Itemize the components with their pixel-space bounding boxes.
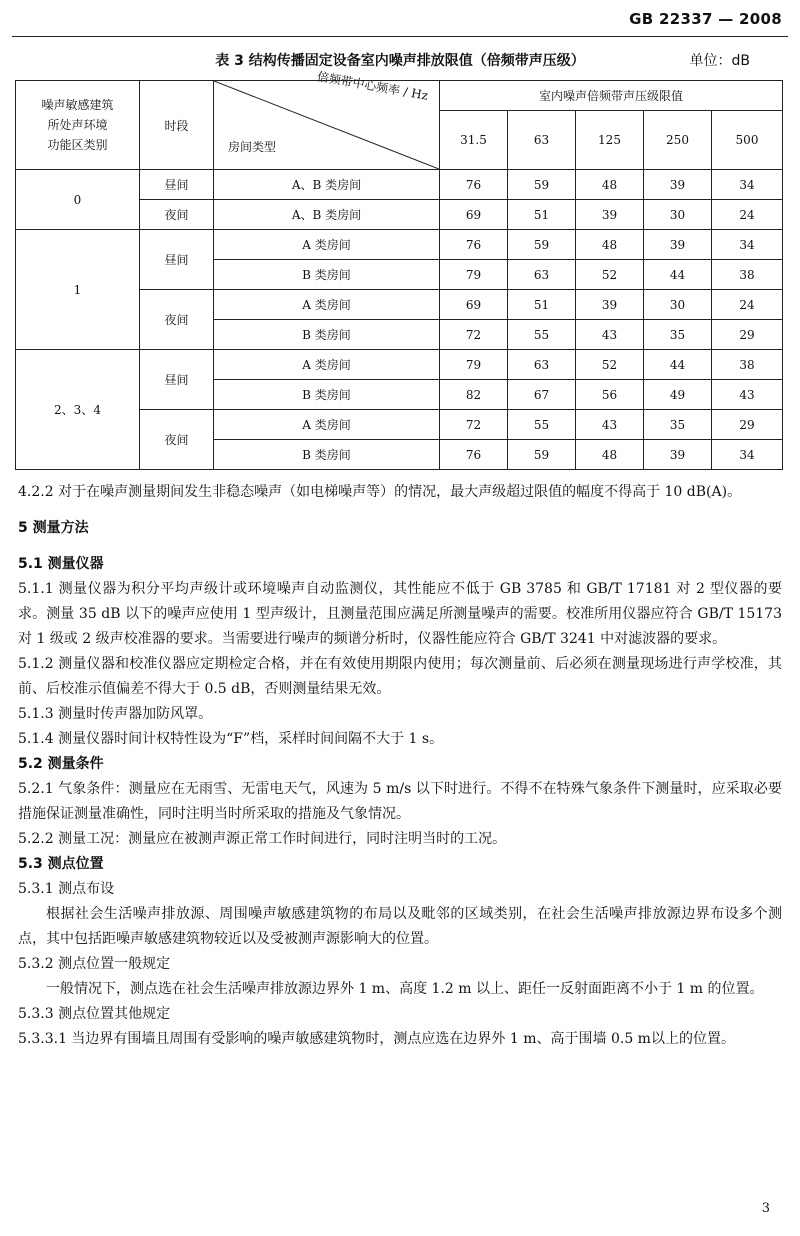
limit-value-cell: 48	[576, 440, 644, 470]
limit-value-cell: 30	[644, 200, 712, 230]
clause-paragraph: 5.3.3 测点位置其他规定	[18, 1006, 171, 1022]
limit-value-cell: 67	[508, 380, 576, 410]
limit-value-cell: 29	[712, 410, 783, 440]
limit-value-cell: 48	[576, 230, 644, 260]
period-cell: 夜间	[140, 410, 214, 470]
section-heading: 5.2 测量条件	[18, 756, 104, 772]
clause-paragraph: 5.1.1 测量仪器为积分平均声级计或环境噪声自动监测仪，其性能应不低于 GB 3785 和 GB/T 17181 对 2 型仪器的要求。测量 35 dB 以下的噪声应使用 1 型声级计，且测量范围应满足所测量噪声的需要。校准所用仪器应符合 GB/T 15173 对 1 级或 2 级声校准器的要求。当需要进行噪声的频谱分析时，仪器性能应符合 GB/T 3241 中对滤波器的要求。	[18, 581, 782, 647]
paragraph-gap	[18, 505, 782, 516]
limit-header: 室内噪声倍频带声压级限值	[440, 81, 783, 111]
area-header-line: 功能区类别	[47, 138, 108, 152]
area-category-cell: 2、3、4	[16, 350, 140, 470]
limit-value-cell: 52	[576, 350, 644, 380]
clause-paragraph: 5.3.3.1 当边界有围墙且周围有受影响的噪声敏感建筑物时，测点应选在边界外 1 m、高于围墙 0.5 m以上的位置。	[18, 1031, 735, 1047]
frequency-header: 250	[644, 111, 712, 170]
limit-value-cell: 24	[712, 200, 783, 230]
frequency-axis-label: 倍频带中心频率 / Hz	[315, 69, 429, 103]
limit-value-cell: 59	[508, 170, 576, 200]
body-text	[18, 480, 782, 1052]
limit-value-cell: 29	[712, 320, 783, 350]
room-type-cell: A 类房间	[214, 410, 440, 440]
room-type-cell: A 类房间	[214, 230, 440, 260]
standard-number: GB 22337 — 2008	[629, 10, 782, 28]
limit-value-cell: 35	[644, 410, 712, 440]
period-cell: 夜间	[140, 200, 214, 230]
limit-value-cell: 63	[508, 260, 576, 290]
limit-value-cell: 79	[440, 260, 508, 290]
table-row	[16, 230, 783, 260]
limit-value-cell: 55	[508, 320, 576, 350]
clause-paragraph: 5.1.4 测量仪器时间计权特性设为“F”档，采样时间间隔不大于 1 s。	[18, 731, 444, 747]
room-type-cell: B 类房间	[214, 320, 440, 350]
limit-value-cell: 69	[440, 200, 508, 230]
room-type-cell: B 类房间	[214, 440, 440, 470]
limit-value-cell: 51	[508, 200, 576, 230]
area-header-line: 噪声敏感建筑	[41, 98, 114, 112]
period-cell: 夜间	[140, 290, 214, 350]
limit-value-cell: 39	[644, 170, 712, 200]
section-heading: 5.3 测点位置	[18, 856, 104, 872]
page-number: 3	[761, 1201, 770, 1216]
limit-value-cell: 51	[508, 290, 576, 320]
limit-value-cell: 44	[644, 260, 712, 290]
noise-limits-table	[15, 69, 783, 470]
room-type-cell: A、B 类房间	[214, 200, 440, 230]
limit-value-cell: 82	[440, 380, 508, 410]
limit-value-cell: 43	[576, 320, 644, 350]
limit-value-cell: 76	[440, 170, 508, 200]
header-divider	[12, 36, 788, 37]
table-row	[16, 350, 783, 380]
room-type-cell: B 类房间	[214, 380, 440, 410]
limit-value-cell: 34	[712, 440, 783, 470]
room-type-cell: A 类房间	[214, 350, 440, 380]
section-heading: 5 测量方法	[18, 520, 89, 536]
limit-value-cell: 63	[508, 350, 576, 380]
room-type-cell: B 类房间	[214, 260, 440, 290]
frequency-header: 63	[508, 111, 576, 170]
limit-value-cell: 48	[576, 170, 644, 200]
limit-value-cell: 49	[644, 380, 712, 410]
area-header-line: 所处声环境	[47, 118, 108, 132]
room-type-cell: A、B 类房间	[214, 170, 440, 200]
limit-value-cell: 59	[508, 230, 576, 260]
area-category-cell: 0	[16, 170, 140, 230]
limit-value-cell: 52	[576, 260, 644, 290]
clause-paragraph: 5.1.2 测量仪器和校准仪器应定期检定合格，并在有效使用期限内使用；每次测量前、后必须在测量现场进行声学校准，其前、后校准示值偏差不得大于 0.5 dB，否则测量结果无效。	[18, 656, 782, 697]
room-type-cell: A 类房间	[214, 290, 440, 320]
limit-value-cell: 39	[644, 440, 712, 470]
table-title	[0, 50, 800, 70]
paragraph-gap	[18, 541, 782, 552]
limit-value-cell: 72	[440, 320, 508, 350]
limit-value-cell: 34	[712, 170, 783, 200]
limit-value-cell: 76	[440, 440, 508, 470]
limit-value-cell: 69	[440, 290, 508, 320]
limit-value-cell: 43	[712, 380, 783, 410]
frequency-header: 500	[712, 111, 783, 170]
clause-paragraph: 5.2.1 气象条件：测量应在无雨雪、无雷电天气，风速为 5 m/s 以下时进行。不得不在特殊气象条件下测量时，应采取必要措施保证测量准确性，同时注明当时所采取的措施及气象情况。	[18, 781, 782, 822]
table-title-text: 表 3 结构传播固定设备室内噪声排放限值（倍频带声压级）	[215, 53, 585, 69]
period-cell: 昼间	[140, 230, 214, 290]
limit-value-cell: 44	[644, 350, 712, 380]
table-row	[16, 170, 783, 200]
room-type-label: 房间类型	[228, 140, 277, 154]
limit-value-cell: 43	[576, 410, 644, 440]
indented-paragraph: 根据社会生活噪声排放源、周围噪声敏感建筑物的布局以及毗邻的区域类别，在社会生活噪声排放源边界布设多个测点，其中包括距噪声敏感建筑物较近以及受被测声源影响大的位置。	[18, 906, 782, 947]
limit-value-cell: 79	[440, 350, 508, 380]
clause-paragraph: 5.3.2 测点位置一般规定	[18, 956, 171, 972]
limit-value-cell: 39	[576, 290, 644, 320]
period-header: 时段	[140, 81, 214, 170]
clause-paragraph: 4.2.2 对于在噪声测量期间发生非稳态噪声（如电梯噪声等）的情况，最大声级超过限值的幅度不得高于 10 dB(A)。	[18, 484, 742, 500]
period-cell: 昼间	[140, 170, 214, 200]
clause-paragraph: 5.1.3 测量时传声器加防风罩。	[18, 706, 213, 722]
limit-value-cell: 39	[576, 200, 644, 230]
limit-value-cell: 30	[644, 290, 712, 320]
limit-value-cell: 55	[508, 410, 576, 440]
limit-value-cell: 34	[712, 230, 783, 260]
limit-value-cell: 56	[576, 380, 644, 410]
frequency-header: 31.5	[440, 111, 508, 170]
limit-value-cell: 24	[712, 290, 783, 320]
table-unit: 单位：dB	[689, 53, 750, 69]
limit-value-cell: 38	[712, 350, 783, 380]
limit-value-cell: 76	[440, 230, 508, 260]
limit-value-cell: 35	[644, 320, 712, 350]
indented-paragraph: 一般情况下，测点选在社会生活噪声排放源边界外 1 m、高度 1.2 m 以上、距任一反射面距离不小于 1 m 的位置。	[46, 981, 764, 997]
limit-value-cell: 38	[712, 260, 783, 290]
limit-value-cell: 39	[644, 230, 712, 260]
limit-value-cell: 59	[508, 440, 576, 470]
section-heading: 5.1 测量仪器	[18, 556, 104, 572]
limit-value-cell: 72	[440, 410, 508, 440]
area-category-header	[16, 81, 140, 170]
diagonal-header-cell	[214, 69, 440, 170]
frequency-header: 125	[576, 111, 644, 170]
area-category-cell: 1	[16, 230, 140, 350]
clause-paragraph: 5.2.2 测量工况：测量应在被测声源正常工作时间进行，同时注明当时的工况。	[18, 831, 507, 847]
period-cell: 昼间	[140, 350, 214, 410]
clause-paragraph: 5.3.1 测点布设	[18, 881, 115, 897]
